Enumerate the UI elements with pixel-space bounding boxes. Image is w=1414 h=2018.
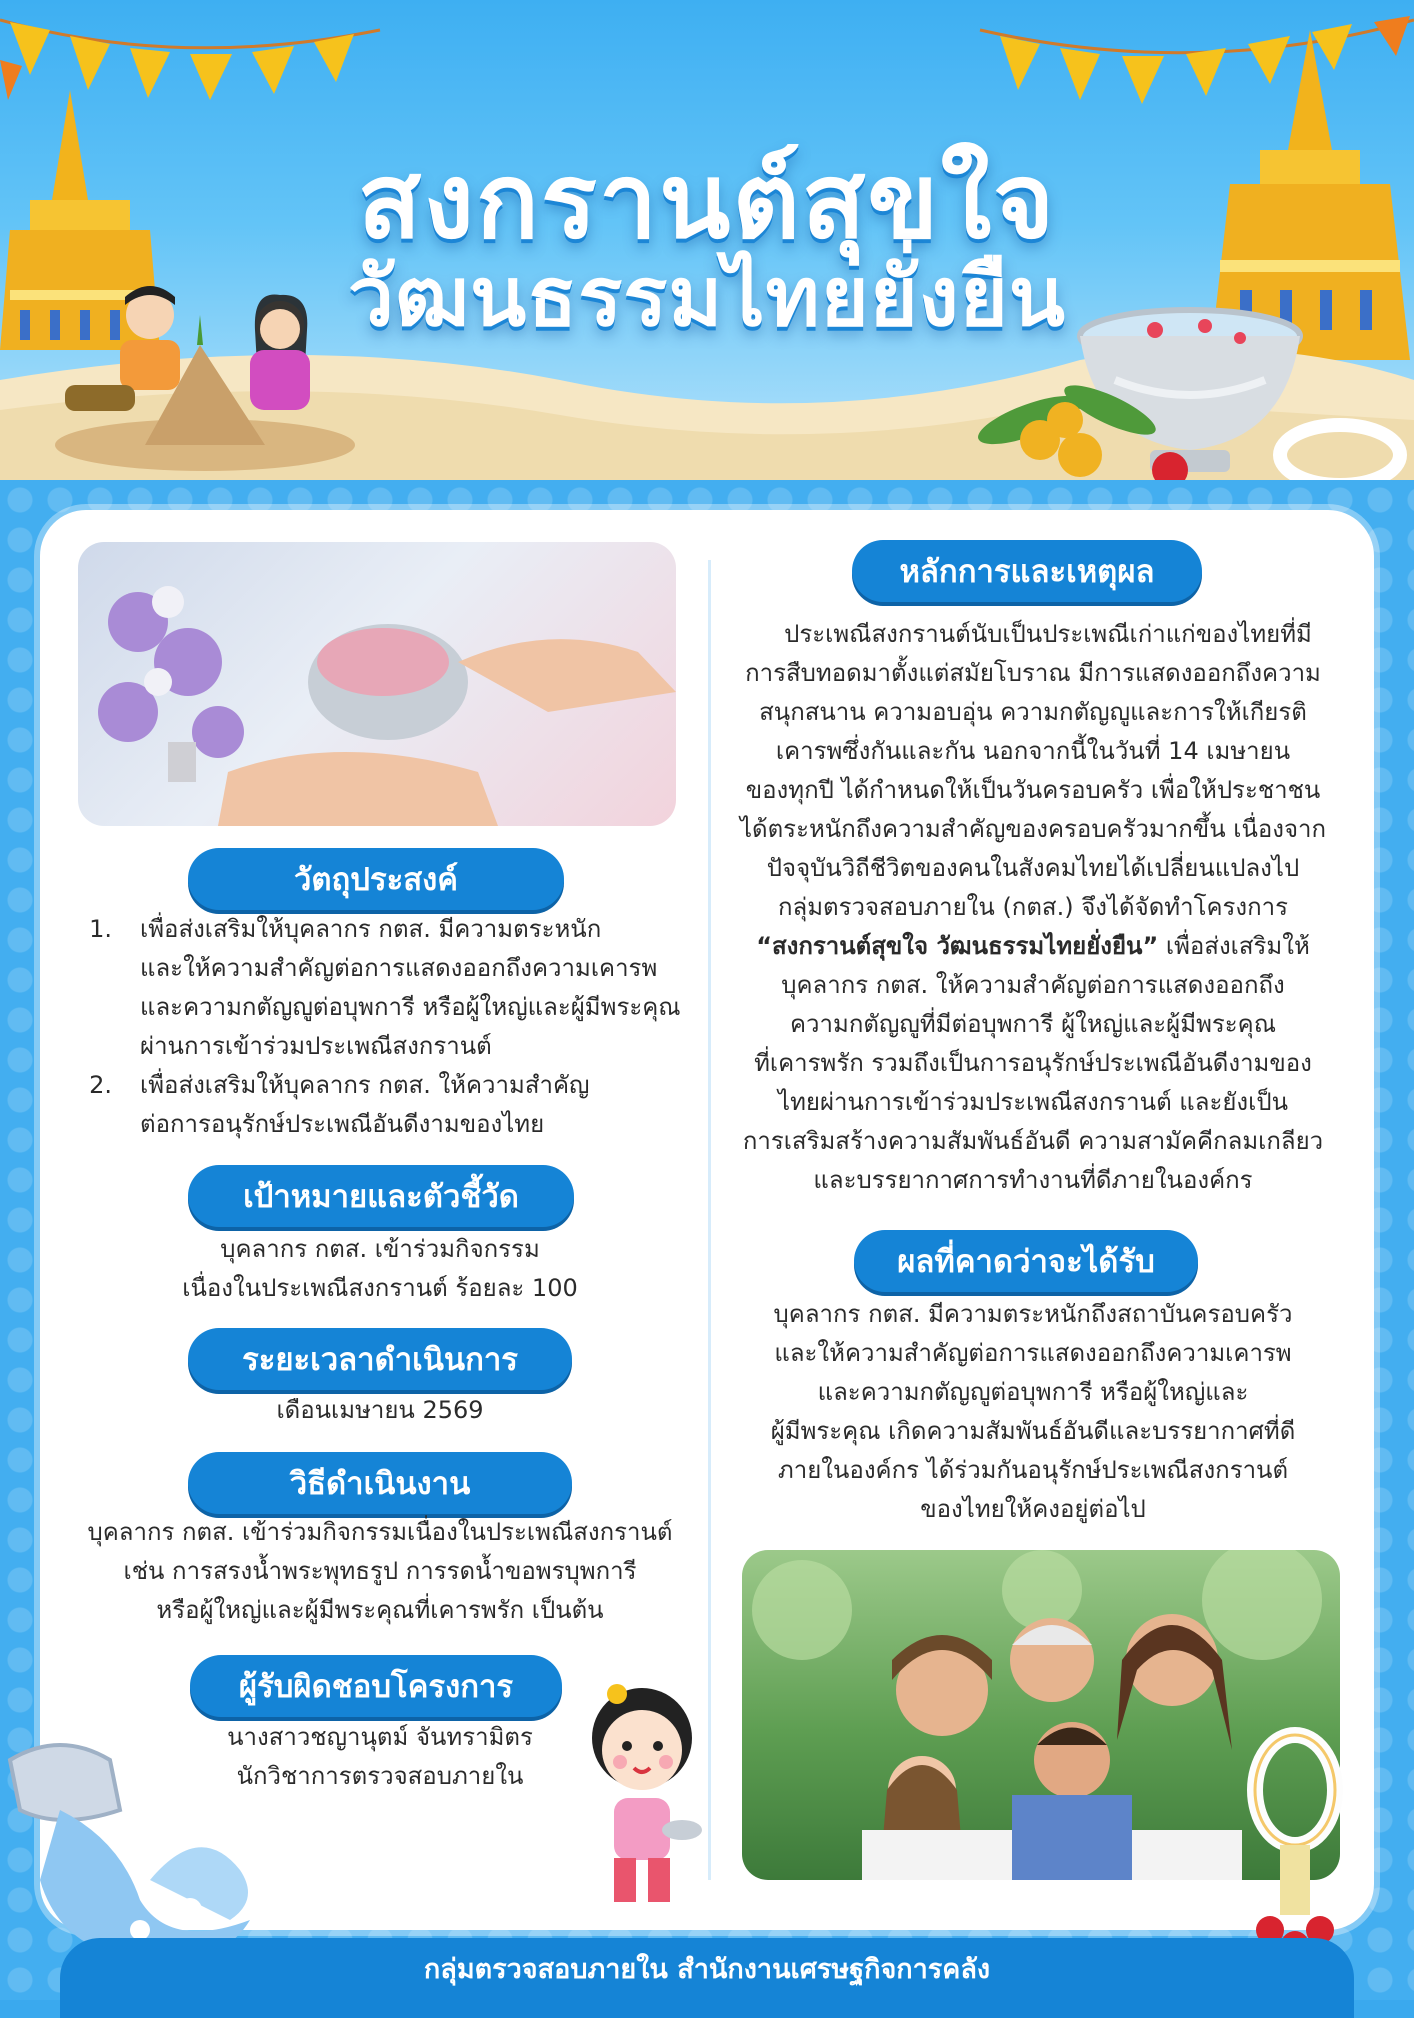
principle-line: และบรรยากาศการทำงานที่ดีภายในองค์กร bbox=[813, 1166, 1253, 1194]
objective-heading: วัตถุประสงค์ bbox=[188, 848, 564, 910]
outcome-line: ภายในองค์กร ได้ร่วมกันอนุรักษ์ประเพณีสงกรานต์ bbox=[777, 1456, 1289, 1484]
principle-line: ประเพณีสงกรานต์นับเป็นประเพณีเก่าแก่ของไทยที่มี bbox=[784, 620, 1312, 648]
principle-line: ที่เคารพรัก รวมถึงเป็นการอนุรักษ์ประเพณีอันดีงามของ bbox=[754, 1049, 1312, 1077]
principle-line: กลุ่มตรวจสอบภายใน (กตส.) จึงได้จัดทำโครงการ bbox=[777, 893, 1289, 921]
principle-heading: หลักการและเหตุผล bbox=[852, 540, 1202, 602]
footer-text: กลุ่มตรวจสอบภายใน สำนักงานเศรษฐกิจการคลัง bbox=[423, 1954, 991, 1985]
photo-water-pouring bbox=[78, 542, 676, 826]
header-banner bbox=[0, 0, 1414, 500]
principle-line: ไทยผ่านการเข้าร่วมประเพณีสงกรานต์ และยังเป็น bbox=[778, 1088, 1288, 1116]
principle-line: ปัจจุบันวิถีชีวิตของคนในสังคมไทยได้เปลี่ยนแปลงไป bbox=[766, 854, 1300, 882]
principle-line-tail: เพื่อส่งเสริมให้ bbox=[1158, 932, 1310, 960]
objective-item-number: 2. bbox=[89, 1071, 112, 1099]
outcome-line: และให้ความสำคัญต่อการแสดงออกถึงความเคารพ bbox=[774, 1339, 1292, 1367]
method-line: หรือผู้ใหญ่และผู้มีพระคุณที่เคารพรัก เป็นต้น bbox=[156, 1596, 604, 1624]
method-line: เช่น การสรงน้ำพระพุทธรูป การรดน้ำขอพรบุพการี bbox=[123, 1557, 637, 1585]
objective-item-number bbox=[62, 1027, 140, 1066]
responsible-name: นางสาวชญานุตม์ จันทรามิตร bbox=[227, 1723, 533, 1751]
target-line: บุคลากร กตส. เข้าร่วมกิจกรรม bbox=[220, 1235, 540, 1263]
outcome-line: ของไทยให้คงอยู่ต่อไป bbox=[920, 1495, 1146, 1523]
water-splash-icon bbox=[0, 1720, 280, 1970]
title-line-1: สงกรานต์สุขใจ bbox=[357, 140, 1057, 262]
objective-item-line bbox=[62, 1105, 702, 1144]
flowers-icon bbox=[970, 360, 1190, 500]
responsible-position: นักวิชาการตรวจสอบภายใน bbox=[236, 1762, 524, 1790]
principle-line: เคารพซึ่งกันและกัน นอกจากนี้ในวันที่ 14 เมษายน bbox=[775, 737, 1291, 765]
project-name: “สงกรานต์สุขใจ วัฒนธรรมไทยยั่งยืน” bbox=[756, 932, 1159, 960]
period-heading: ระยะเวลาดำเนินการ bbox=[188, 1328, 572, 1390]
target-heading: เป้าหมายและตัวชี้วัด bbox=[188, 1165, 574, 1227]
footer-bar bbox=[60, 1938, 1354, 2018]
principle-line: การเสริมสร้างความสัมพันธ์อันดี ความสามัคคีกลมเกลียว bbox=[742, 1127, 1324, 1155]
method-line: บุคลากร กตส. เข้าร่วมกิจกรรมเนื่องในประเพณีสงกรานต์ bbox=[87, 1518, 673, 1546]
period-line: เดือนเมษายน 2569 bbox=[276, 1396, 484, 1424]
principle-line: บุคลากร กตส. ให้ความสำคัญต่อการแสดงออกถึง bbox=[781, 971, 1285, 999]
principle-line: ได้ตระหนักถึงความสำคัญของครอบครัวมากขึ้น เนื่องจาก bbox=[739, 815, 1327, 843]
target-text bbox=[70, 1230, 690, 1308]
title-line-2: วัฒนธรรมไทยยั่งยืน bbox=[348, 250, 1066, 345]
objective-item-line bbox=[62, 1027, 702, 1066]
method-heading: วิธีดำเนินงาน bbox=[188, 1452, 572, 1514]
objective-item-line bbox=[62, 910, 702, 949]
principle-line: ของทุกปี ได้กำหนดให้เป็นวันครอบครัว เพื่อให้ประชาชน bbox=[745, 776, 1321, 804]
method-text bbox=[60, 1513, 700, 1630]
outcome-heading: ผลที่คาดว่าจะได้รับ bbox=[854, 1230, 1198, 1292]
objective-item-number bbox=[62, 988, 140, 1027]
principle-line: การสืบทอดมาตั้งแต่สมัยโบราณ มีการแสดงออกถึงความ bbox=[745, 659, 1321, 687]
objective-item-line bbox=[62, 949, 702, 988]
objective-item-text: ผ่านการเข้าร่วมประเพณีสงกรานต์ bbox=[140, 1032, 492, 1060]
objective-item-line bbox=[62, 988, 702, 1027]
water-pouring-illustration-icon bbox=[78, 542, 676, 826]
outcome-line: และความกตัญญูต่อบุพการี หรือผู้ใหญ่และ bbox=[817, 1378, 1249, 1406]
objective-item-text: และให้ความสำคัญต่อการแสดงออกถึงความเคารพ bbox=[140, 954, 658, 982]
objective-item-number bbox=[62, 949, 140, 988]
principle-text bbox=[728, 615, 1338, 1200]
objective-item-text: และความกตัญญูต่อบุพการี หรือผู้ใหญ่และผู้มีพระคุณ bbox=[140, 993, 681, 1021]
objective-item-number bbox=[62, 1105, 140, 1144]
outcome-line: บุคลากร กตส. มีความตระหนักถึงสถาบันครอบครัว bbox=[773, 1300, 1293, 1328]
principle-line-project-name bbox=[728, 927, 1338, 966]
outcome-text bbox=[728, 1295, 1338, 1529]
outcome-line: ผู้มีพระคุณ เกิดความสัมพันธ์อันดีและบรรยากาศที่ดี bbox=[770, 1417, 1296, 1445]
objective-item-text: ต่อการอนุรักษ์ประเพณีอันดีงามของไทย bbox=[140, 1110, 545, 1138]
objective-item-text: เพื่อส่งเสริมให้บุคลากร กตส. ให้ความสำคัญ bbox=[140, 1071, 590, 1099]
objective-item-number: 1. bbox=[89, 915, 112, 943]
objective-item-line bbox=[62, 1066, 702, 1105]
responsible-heading: ผู้รับผิดชอบโครงการ bbox=[190, 1655, 562, 1717]
target-line: เนื่องในประเพณีสงกรานต์ ร้อยละ 100 bbox=[182, 1274, 578, 1302]
principle-line: ความกตัญญูที่มีต่อบุพการี ผู้ใหญ่และผู้มีพระคุณ bbox=[790, 1010, 1276, 1038]
objective-list bbox=[62, 910, 702, 1144]
principle-line: สนุกสนาน ความอบอุ่น ความกตัญญูและการให้เกียรติ bbox=[759, 698, 1307, 726]
objective-item-text: เพื่อส่งเสริมให้บุคลากร กตส. มีความตระหนัก bbox=[140, 915, 602, 943]
cartoon-girl-icon bbox=[582, 1680, 712, 1910]
period-text bbox=[70, 1391, 690, 1430]
kids-sand-pagoda-icon bbox=[25, 285, 365, 475]
